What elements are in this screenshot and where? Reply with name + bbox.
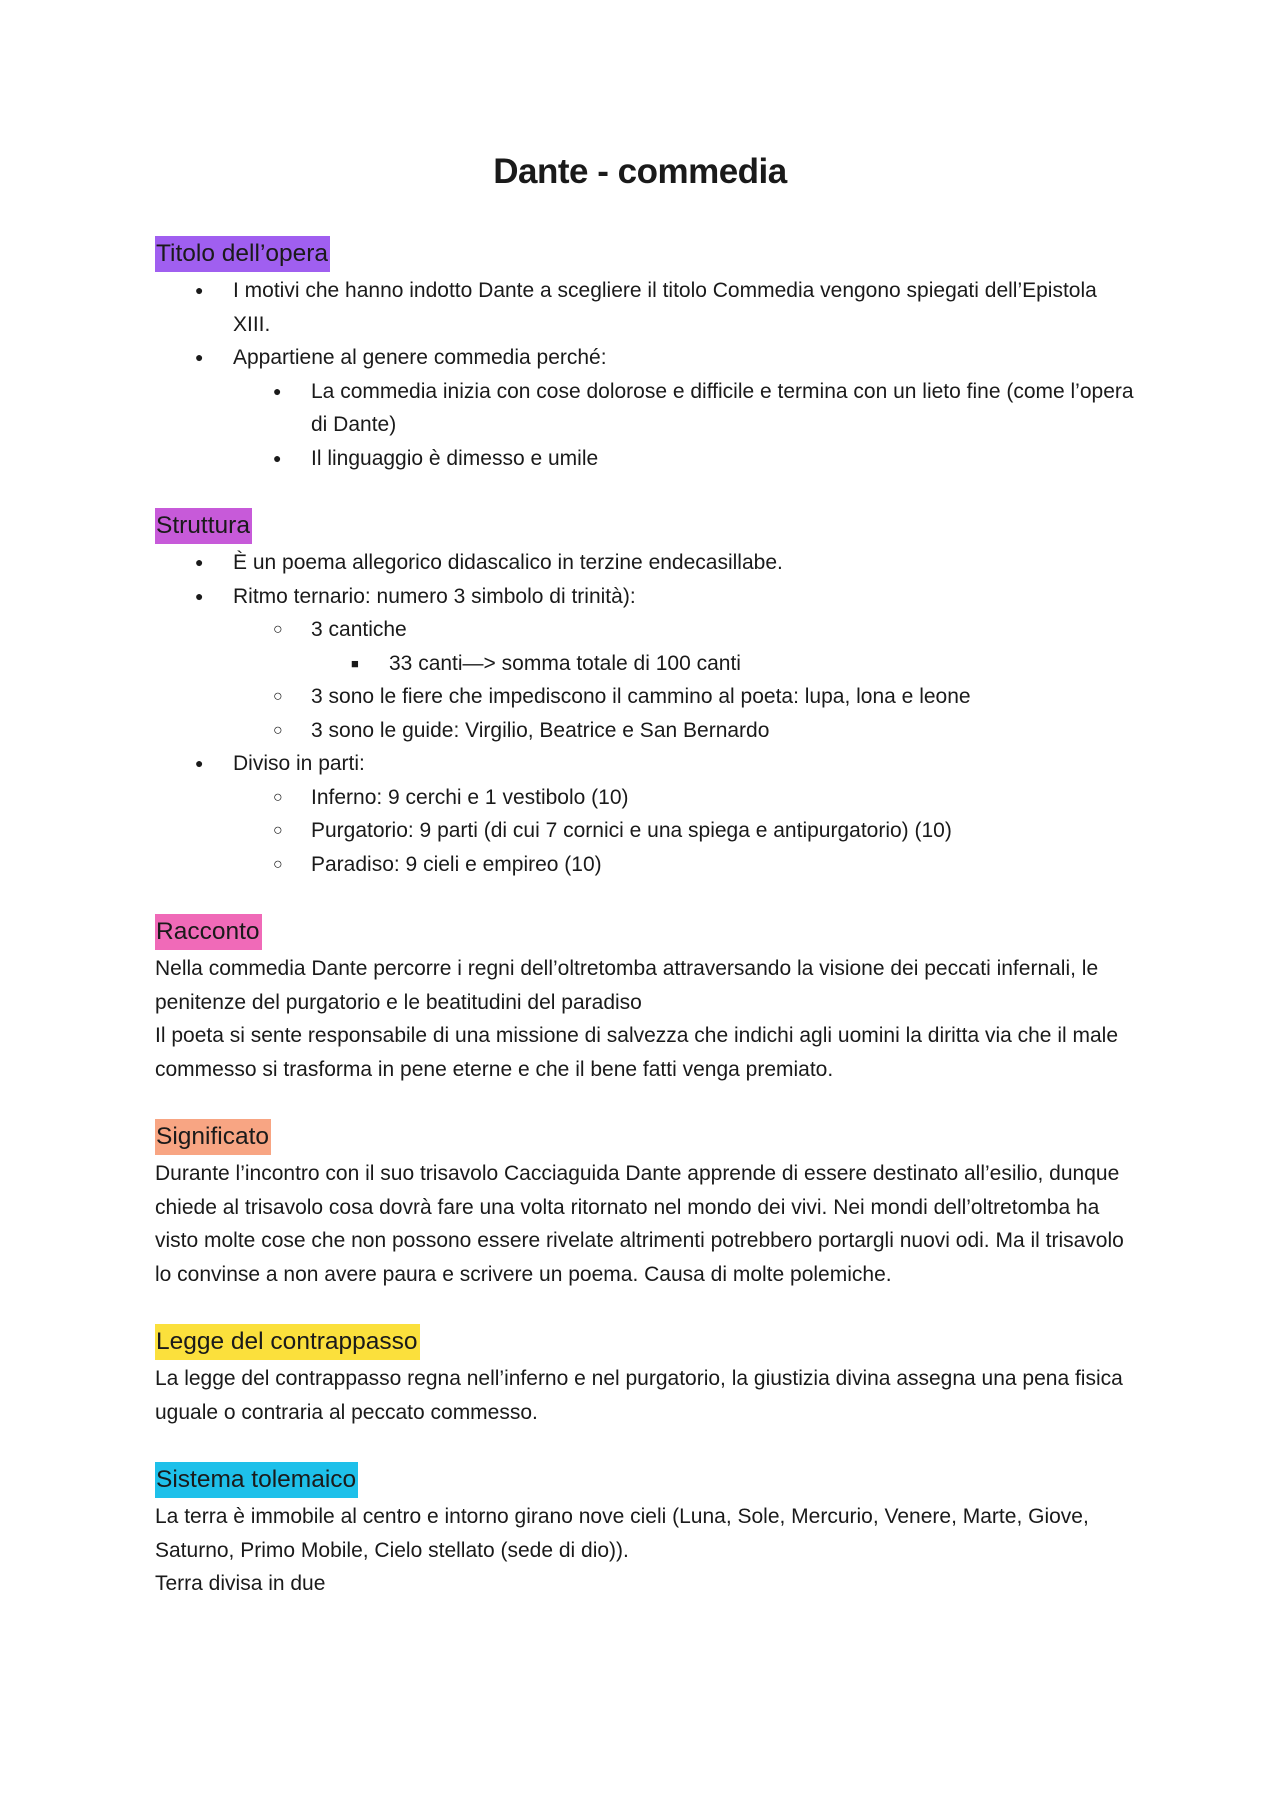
circle-bullet-icon bbox=[273, 848, 283, 882]
heading-highlight: Titolo dell’opera bbox=[155, 236, 330, 272]
list-item: ○ 3 sono le guide: Virgilio, Beatrice e San Bernardo bbox=[155, 714, 1135, 748]
bullet-icon bbox=[273, 375, 281, 409]
paragraph: Nella commedia Dante percorre i regni dell’oltretomba attraversando la visione dei peccati infernali, le penitenze del purgatorio e le beatitudini del paradiso bbox=[155, 957, 1099, 1014]
circle-bullet-icon bbox=[273, 613, 283, 647]
bullet-icon bbox=[195, 747, 203, 781]
section-heading bbox=[155, 1462, 1135, 1498]
list-item: ○ Paradiso: 9 cieli e empireo (10) bbox=[155, 848, 1135, 882]
section-heading bbox=[155, 508, 1135, 544]
bullet-list bbox=[155, 274, 1135, 475]
list-item: ○ Inferno: 9 cerchi e 1 vestibolo (10) bbox=[155, 781, 1135, 815]
document-body bbox=[155, 236, 1135, 1634]
list-item: ● Ritmo ternario: numero 3 simbolo di trinità): bbox=[155, 580, 1135, 614]
section-heading bbox=[155, 1324, 1135, 1360]
list-item: ○ Purgatorio: 9 parti (di cui 7 cornici e una spiega e antipurgatorio) (10) bbox=[155, 814, 1135, 848]
bullet-list bbox=[155, 546, 1135, 881]
heading-highlight: Significato bbox=[155, 1119, 271, 1155]
list-item: ● Il linguaggio è dimesso e umile bbox=[155, 442, 1135, 476]
bullet-icon bbox=[195, 341, 203, 375]
heading-highlight: Struttura bbox=[155, 508, 252, 544]
paragraph: La terra è immobile al centro e intorno girano nove cieli (Luna, Sole, Mercurio, Venere, Marte, Giove, Saturno, Primo Mobile, Cielo stellato (sede di dio)). bbox=[155, 1505, 1089, 1562]
document-title: Dante - commedia bbox=[493, 152, 787, 191]
circle-bullet-icon bbox=[273, 714, 283, 748]
section-contrappasso bbox=[155, 1324, 1135, 1429]
section-struttura bbox=[155, 508, 1135, 881]
bullet-icon bbox=[195, 274, 203, 308]
section-heading bbox=[155, 236, 1135, 272]
circle-bullet-icon bbox=[273, 781, 283, 815]
list-item: ■ 33 canti—> somma totale di 100 canti bbox=[155, 647, 1135, 681]
heading-highlight: Legge del contrappasso bbox=[155, 1324, 420, 1360]
square-bullet-icon bbox=[351, 647, 359, 681]
bullet-icon bbox=[195, 546, 203, 580]
list-item: ● I motivi che hanno indotto Dante a scegliere il titolo Commedia vengono spiegati dell’Epistola XIII. bbox=[155, 274, 1135, 341]
list-item: ○ 3 sono le fiere che impediscono il cammino al poeta: lupa, lona e leone bbox=[155, 680, 1135, 714]
circle-bullet-icon bbox=[273, 814, 283, 848]
list-item: ● È un poema allegorico didascalico in terzine endecasillabe. bbox=[155, 546, 1135, 580]
bullet-icon bbox=[195, 580, 203, 614]
section-titolo bbox=[155, 236, 1135, 475]
list-item: ● Appartiene al genere commedia perché: bbox=[155, 341, 1135, 375]
section-significato bbox=[155, 1119, 1135, 1291]
paragraph: Il poeta si sente responsabile di una missione di salvezza che indichi agli uomini la diritta via che il male commesso si trasforma in pene eterne e che il bene fatti venga premiato. bbox=[155, 1024, 1119, 1081]
section-racconto bbox=[155, 914, 1135, 1086]
list-item: ○ 3 cantiche bbox=[155, 613, 1135, 647]
circle-bullet-icon bbox=[273, 680, 283, 714]
list-item: ● La commedia inizia con cose dolorose e difficile e termina con un lieto fine (come l’opera di Dante) bbox=[155, 375, 1135, 442]
section-heading bbox=[155, 1119, 1135, 1155]
section-tolemaico bbox=[155, 1462, 1135, 1601]
bullet-icon bbox=[273, 442, 281, 476]
paragraph: Durante l’incontro con il suo trisavolo Cacciaguida Dante apprende di essere destinato all’esilio, dunque chiede al trisavolo cosa dovrà fare una volta ritornato nel mondo dei vivi. Nei mondi dell’oltretomba ha visto molte cose che non possono essere rivelate altrimenti potrebbero portargli nuovi odi. Ma il trisavolo lo convinse a non avere paura e scrivere un poema. Causa di molte polemiche. bbox=[155, 1162, 1124, 1286]
paragraph: Terra divisa in due bbox=[155, 1572, 326, 1595]
section-heading bbox=[155, 914, 1135, 950]
heading-highlight: Sistema tolemaico bbox=[155, 1462, 358, 1498]
paragraph: La legge del contrappasso regna nell’inferno e nel purgatorio, la giustizia divina assegna una pena fisica uguale o contraria al peccato commesso. bbox=[155, 1367, 1123, 1424]
list-item: ● Diviso in parti: bbox=[155, 747, 1135, 781]
heading-highlight: Racconto bbox=[155, 914, 262, 950]
